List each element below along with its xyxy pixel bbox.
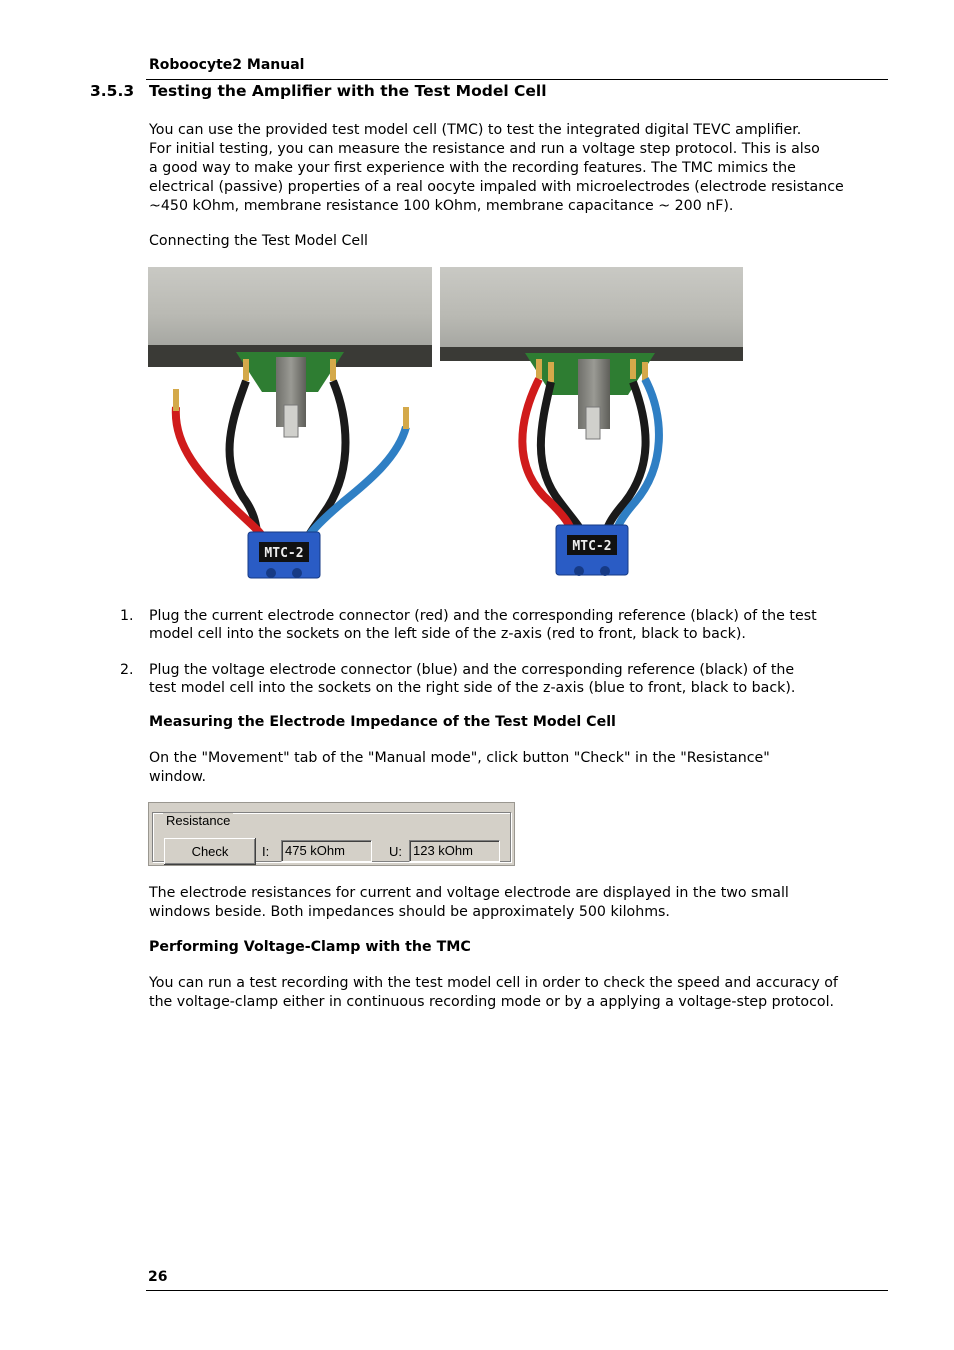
header-rule [146, 79, 888, 80]
tmc-label: MTC-2 [264, 546, 304, 561]
resistance-group-label: Resistance [163, 813, 233, 828]
impedance-paragraph [149, 749, 879, 787]
step-line: test model cell into the sockets on the right side of the z-axis (blue to front, black to back). [149, 680, 796, 696]
section-number: 3.5.3 [90, 82, 135, 100]
voltage-clamp-line: the voltage-clamp either in continuous recording mode or by a applying a voltage-step protocol. [149, 994, 835, 1010]
intro-line: electrical (passive) properties of a real oocyte impaled with microelectrodes (electrode resistance [149, 179, 844, 195]
voltage-clamp-line: You can run a test recording with the test model cell in order to check the speed and accuracy of [149, 975, 838, 991]
voltage-clamp-paragraph [149, 974, 884, 1012]
intro-line: ~450 kOhm, membrane resistance 100 kOhm, membrane capacitance ~ 200 nF). [149, 198, 734, 214]
intro-line: You can use the provided test model cell (TMC) to test the integrated digital TEVC amplifier. [149, 122, 802, 138]
section-title: Testing the Amplifier with the Test Model Cell [149, 82, 547, 100]
impedance-line: On the "Movement" tab of the "Manual mode", click button "Check" in the "Resistance" [149, 750, 770, 766]
current-resistance-label: I: [262, 844, 270, 859]
impedance-line: window. [149, 769, 207, 785]
voltage-resistance-label: U: [389, 844, 402, 859]
step-line: Plug the current electrode connector (red) and the corresponding reference (black) of the test [149, 608, 817, 624]
step-line: Plug the voltage electrode connector (blue) and the corresponding reference (black) of the [149, 662, 795, 678]
voltage-resistance-field[interactable]: 123 kOhm [409, 840, 500, 862]
step-text [149, 607, 874, 643]
page-number: 26 [148, 1269, 168, 1285]
check-button[interactable]: Check [164, 838, 256, 865]
impedance-heading: Measuring the Electrode Impedance of the Test Model Cell [149, 714, 616, 730]
section-heading [90, 82, 547, 100]
intro-paragraph [149, 121, 879, 216]
photo-tmc-plugged [440, 267, 743, 583]
step-line: model cell into the sockets on the left side of the z-axis (red to front, black to back). [149, 626, 746, 642]
resistance-window [148, 802, 515, 866]
resistance-explanation [149, 884, 879, 922]
step-number: 1. [120, 608, 134, 624]
current-resistance-field[interactable]: 475 kOhm [281, 840, 372, 862]
intro-line: a good way to make your first experience with the recording features. The TMC mimics the [149, 160, 796, 176]
resistance-groupbox [152, 812, 511, 862]
footer-rule [146, 1290, 888, 1291]
step-number: 2. [120, 662, 134, 678]
intro-line: For initial testing, you can measure the resistance and run a voltage step protocol. This is also [149, 141, 820, 157]
explanation-line: windows beside. Both impedances should be approximately 500 kilohms. [149, 904, 670, 920]
photo-tmc-unplugged [148, 267, 432, 583]
running-header-title: Roboocyte2 Manual [149, 57, 305, 73]
step-text [149, 661, 874, 697]
voltage-clamp-heading: Performing Voltage-Clamp with the TMC [149, 939, 471, 955]
explanation-line: The electrode resistances for current and voltage electrode are displayed in the two small [149, 885, 789, 901]
tmc-label: MTC-2 [572, 539, 612, 554]
connecting-caption: Connecting the Test Model Cell [149, 233, 368, 249]
